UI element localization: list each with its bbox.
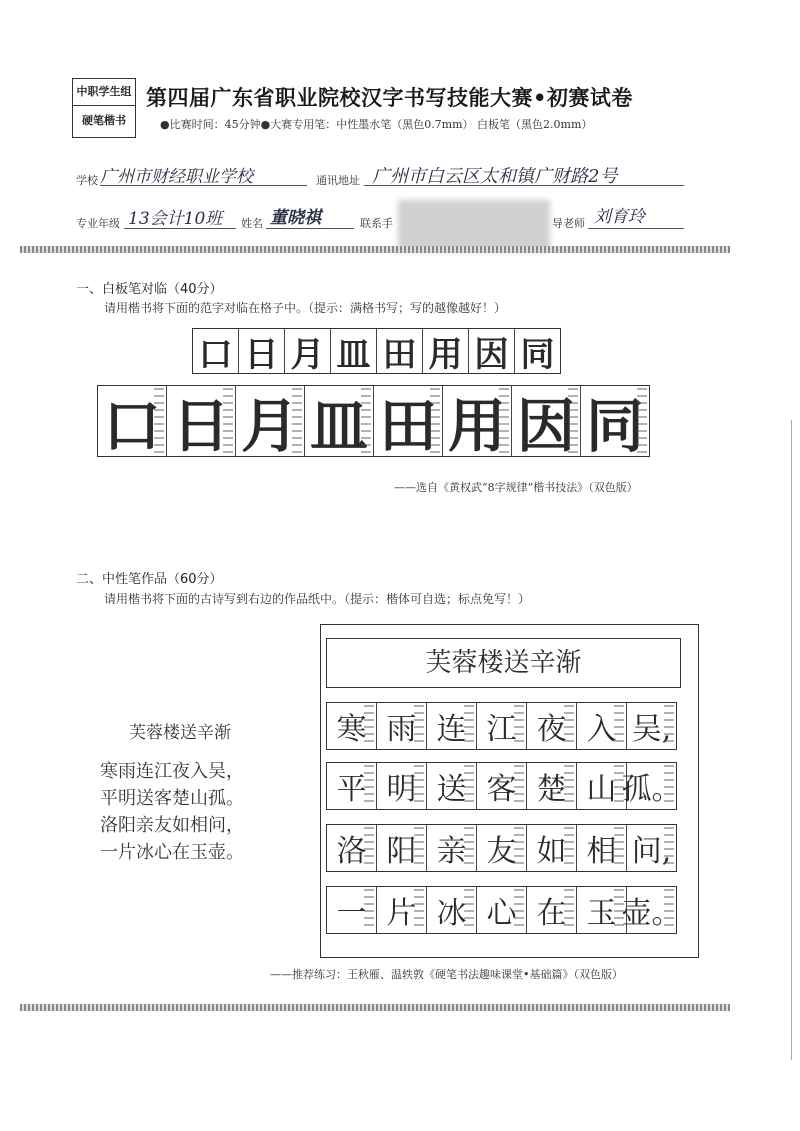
practice-cell: 口 (198, 334, 233, 375)
teacher-value: 刘育玲 (594, 207, 645, 227)
work-paper-line (326, 886, 682, 934)
section1-title: 一、白板笔对临（40分） (76, 282, 223, 297)
work-cell: 楚 (526, 763, 576, 809)
work-cell: 在 (526, 887, 576, 933)
poem-line: 寒雨连江夜入吴， (100, 761, 244, 782)
section2-instructions: 请用楷书将下面的古诗写到右边的作品纸中。（提示：楷体可自选；标点免写！） (104, 592, 531, 606)
work-cell: 阳 (376, 825, 426, 871)
work-cell: 孤。 (626, 763, 676, 809)
work-cell: 夜 (526, 703, 576, 749)
poem-title: 芙蓉楼送辛渐 (129, 723, 231, 743)
model-cell: 同 (580, 386, 649, 456)
class-value: 13会计10班 (128, 209, 223, 229)
poem-line: 一片冰心在玉壶。 (100, 842, 244, 863)
section1-instructions: 请用楷书将下面的范字对临在格子中。（提示：满格书写；写的越像越好！） (104, 301, 507, 315)
poem-line: 洛阳亲友如相问， (100, 815, 244, 836)
model-cell: 皿 (304, 386, 373, 456)
work-cell: 雨 (376, 703, 426, 749)
practice-cell: 月 (284, 329, 330, 373)
practice-cell: 用 (422, 329, 468, 373)
redacted-phone (398, 200, 550, 252)
class-underline (124, 227, 236, 229)
poem-line: 平明送客楚山孤。 (100, 788, 244, 809)
group-badge (72, 78, 136, 138)
work-cell: 客 (476, 763, 526, 809)
work-cell: 片 (376, 887, 426, 933)
exam-title: 第四届广东省职业院校汉字书写技能大赛•初赛试卷 (146, 86, 633, 110)
school-underline (100, 184, 307, 186)
work-paper-title: 芙蓉楼送辛渐 (326, 638, 681, 688)
practice-cell: 日 (238, 329, 284, 373)
work-cell: 平 (327, 763, 376, 809)
recommended-practice: ——推荐练习：王秋雁、温轶敦《硬笔书法趣味课堂•基础篇》（双色版） (270, 968, 623, 981)
section2-title: 二、中性笔作品（60分） (76, 572, 223, 587)
work-cell: 壶。 (626, 887, 676, 933)
work-cell: 江 (476, 703, 526, 749)
name-underline (266, 227, 354, 229)
work-cell: 寒 (327, 703, 376, 749)
work-cell: 玉 (576, 887, 626, 933)
teacher-underline (588, 227, 684, 229)
header-divider (20, 246, 730, 253)
footer-divider (20, 1004, 730, 1011)
teacher-label: 导老师 (552, 217, 585, 230)
work-cell: 问, (626, 825, 676, 871)
work-cell: 心 (476, 887, 526, 933)
work-paper-line (326, 824, 677, 872)
model-character-row (97, 385, 650, 460)
work-cell: 洛 (327, 825, 376, 871)
model-cell: 日 (166, 386, 235, 456)
address-label: 通讯地址 (316, 174, 360, 187)
section1-source: ——选自《黄权武“8字规律”楷书技法》（双色版） (394, 481, 638, 494)
page-edge (791, 420, 800, 1060)
address-underline (364, 184, 684, 186)
model-cell: 用 (442, 386, 511, 456)
name-label: 姓名 (241, 217, 263, 230)
handwritten-practice-row (192, 328, 561, 374)
practice-cell: 田 (376, 329, 422, 373)
work-cell: 吴, (626, 703, 676, 749)
work-cell: 冰 (426, 887, 476, 933)
exam-subtitle: ●比赛时间：45分钟●大赛专用笔：中性墨水笔（黑色0.7mm） 白板笔（黑色2.0mm） (160, 118, 593, 131)
class-label: 专业年级 (76, 217, 120, 230)
badge-group: 中职学生组 (73, 79, 135, 106)
poem-text (100, 720, 244, 866)
address-value: 广州市白云区太和镇广财路2号 (372, 166, 618, 187)
practice-cell: 同 (514, 329, 560, 373)
work-cell: 亲 (426, 825, 476, 871)
work-paper-line (326, 762, 682, 810)
work-cell: 明 (376, 763, 426, 809)
work-cell: 送 (426, 763, 476, 809)
work-cell: 友 (476, 825, 526, 871)
name-value: 董晓祺 (270, 208, 321, 228)
model-cell: 口 (98, 386, 166, 456)
work-cell: 如 (526, 825, 576, 871)
phone-label: 联系手 (360, 217, 393, 230)
school-label: 学校 (76, 174, 98, 187)
school-value: 广州市财经职业学校 (100, 167, 253, 187)
model-cell: 因 (511, 386, 580, 456)
model-cell: 田 (373, 386, 442, 456)
work-cell: 山 (576, 763, 626, 809)
work-cell: 入 (576, 703, 626, 749)
work-paper-line (326, 702, 677, 750)
work-cell: 连 (426, 703, 476, 749)
badge-category: 硬笔楷书 (82, 114, 126, 127)
model-cell: 月 (235, 386, 304, 456)
practice-cell: 皿 (330, 329, 376, 373)
work-cell: 相 (576, 825, 626, 871)
work-cell: 一 (327, 887, 376, 933)
practice-cell: 因 (468, 329, 514, 373)
